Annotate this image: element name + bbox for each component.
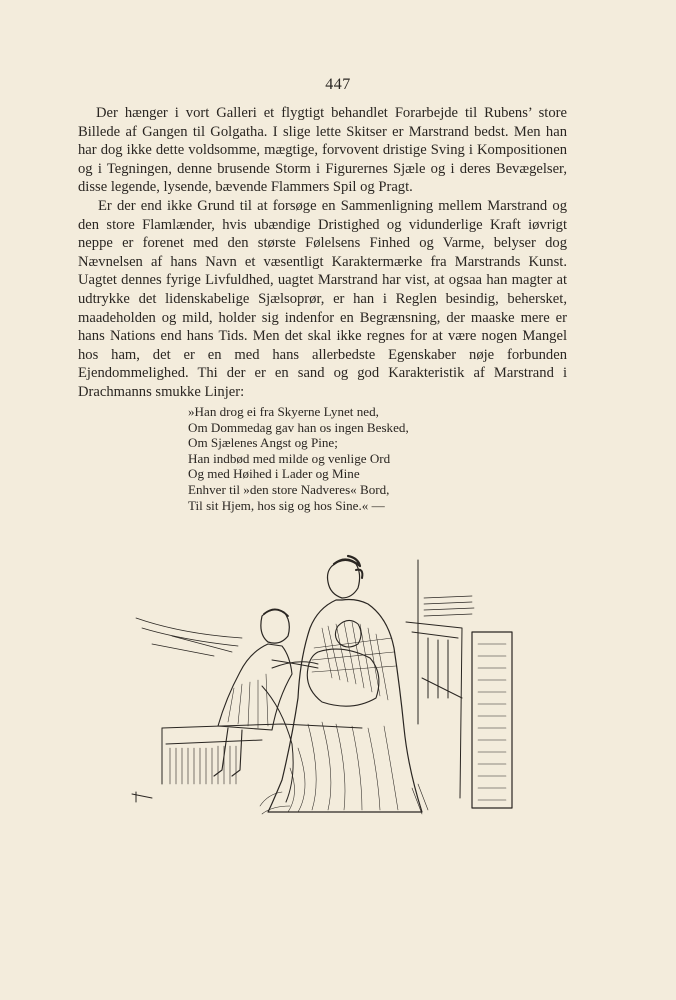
paragraph: Er der end ikke Grund til at forsøge en Sammenligning mellem Marstrand og den store Flamlænder, hvis ubændige Dristighed og vidunderlige Kraft iøvrigt neppe er forenet med den største Følelsens Finhed og Varme, belyser dog Nævnelsen af hans Navn et væsentligt Karaktermærke fra Marstrands Kunst. Uagtet dennes fyrige Livfuldhed, uagtet Marstrand har vist, at ogsaa han magter at udtrykke det lidenskabelige Sjælsoprør, er han i Reglen besindig, behersket, maadeholden og mild, holder sig indenfor en Begrænsning, der maaske mere er hans Nations end hans Tids. Men det skal ikke regnes for at være nogen Mangel hos ham, det er en med hans allerbedste Egenskaber nøje forbunden Ejendommelighed. Thi der er en sand og god Karakteristik af Marstrand i Drachmanns smukke Linjer:	[78, 197, 567, 400]
baby-figure	[262, 620, 379, 802]
poem-line: Og med Høihed i Lader og Mine	[188, 466, 360, 482]
poem-line: Han indbød med milde og venlige Ord	[188, 450, 391, 466]
body-text	[78, 104, 567, 402]
toddler-figure	[214, 609, 318, 776]
page-number: 447	[325, 76, 351, 93]
poem-quote	[188, 404, 409, 513]
wall-hatching	[424, 596, 474, 616]
paragraph: Der hænger i vort Galleri et flygtigt behandlet Forarbejde til Rubens’ store Billede af Gangen til Golgatha. I slige lette Skitser er Marstrand bedst. Men han har dog ikke dette voldsomme, mægtige, forvovent dristige Sving i Kompositionen og i Tegningen, denne brusende Storm i Figurernes Sjæle og i deres Bevægelser, disse legende, lysende, bævende Flammers Spil og Pragt.	[78, 105, 567, 196]
mother-figure	[268, 556, 422, 812]
background-hatching	[136, 618, 242, 656]
poem-line: Om Dommedag gav han os ingen Besked,	[188, 419, 409, 435]
mother-and-children-sketch	[122, 548, 522, 826]
cabinet	[472, 632, 512, 808]
poem-line: Til sit Hjem, hos sig og hos Sine.« —	[188, 497, 385, 513]
poem-line: Enhver til »den store Nadveres« Bord,	[188, 481, 390, 497]
bench	[132, 724, 362, 802]
chair	[406, 622, 462, 798]
poem-line: »Han drog ei fra Skyerne Lynet ned,	[188, 404, 379, 419]
poem-line: Om Sjælenes Angst og Pine;	[188, 435, 338, 451]
